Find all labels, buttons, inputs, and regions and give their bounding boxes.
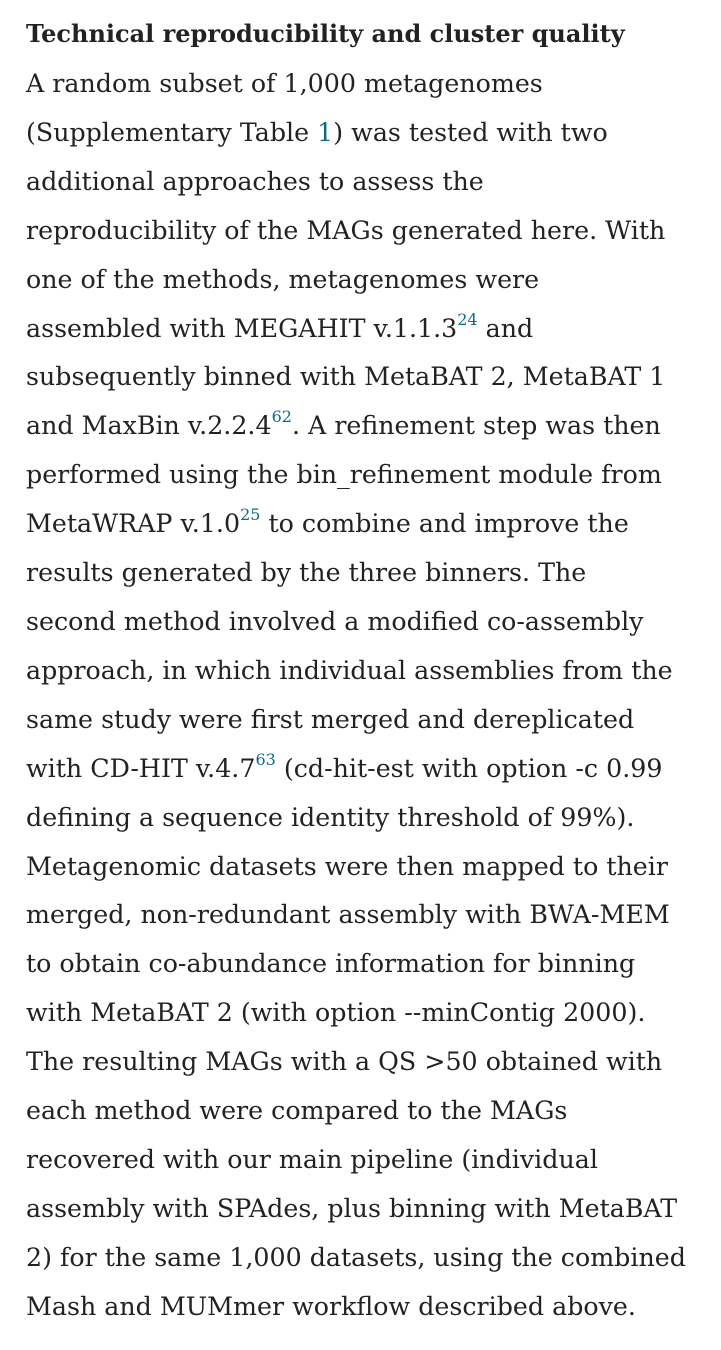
text-line bbox=[26, 794, 716, 843]
text-segment: reproducibility of the MAGs generated here. With bbox=[26, 215, 666, 245]
text-segment: one of the methods, metagenomes were bbox=[26, 264, 540, 294]
text-segment: to obtain co-abundance information for binning bbox=[26, 949, 636, 979]
citation-link[interactable]: 24 bbox=[457, 309, 478, 329]
text-segment: with MetaBAT 2 (with option --minContig 2000). bbox=[26, 998, 646, 1028]
text-segment: and bbox=[477, 313, 534, 343]
text-segment: assembly with SPAdes, plus binning with MetaBAT bbox=[26, 1193, 678, 1223]
text-line bbox=[26, 1234, 716, 1283]
text-line bbox=[26, 549, 716, 598]
text-segment: each method were compared to the MAGs bbox=[26, 1096, 568, 1126]
text-segment: Metagenomic datasets were then mapped to their bbox=[26, 851, 668, 881]
text-line bbox=[26, 353, 716, 402]
text-segment: performed using the bin_refinement module from bbox=[26, 460, 662, 490]
text-line bbox=[26, 891, 716, 940]
text-segment: to combine and improve the bbox=[260, 509, 629, 539]
text-line bbox=[26, 647, 716, 696]
text-segment: and MaxBin v.2.2.4 bbox=[26, 411, 272, 441]
text-line bbox=[26, 109, 716, 158]
supplementary-table-link[interactable]: 1 bbox=[317, 117, 334, 147]
text-line bbox=[26, 256, 716, 305]
text-line bbox=[26, 1038, 716, 1087]
text-segment: MetaWRAP v.1.0 bbox=[26, 509, 241, 539]
text-line bbox=[26, 843, 716, 892]
text-segment: The resulting MAGs with a QS >50 obtained with bbox=[26, 1047, 663, 1077]
text-segment: (Supplementary Table bbox=[26, 117, 318, 147]
text-segment: second method involved a modified co-assembly bbox=[26, 606, 644, 636]
text-segment: Mash and MUMmer workflow described above. bbox=[26, 1291, 636, 1321]
text-line bbox=[26, 207, 716, 256]
text-segment: merged, non-redundant assembly with BWA-MEM bbox=[26, 900, 670, 930]
text-line bbox=[26, 402, 716, 451]
text-segment: defining a sequence identity threshold of 99%). bbox=[26, 802, 635, 832]
section-heading: Technical reproducibility and cluster quality bbox=[26, 19, 625, 48]
text-line bbox=[26, 451, 716, 500]
text-line bbox=[26, 158, 716, 207]
text-segment: additional approaches to assess the bbox=[26, 166, 484, 196]
text-line bbox=[26, 1136, 716, 1185]
text-segment: 2) for the same 1,000 datasets, using the combined bbox=[26, 1242, 686, 1272]
text-line bbox=[26, 989, 716, 1038]
text-segment: same study were first merged and dereplicated bbox=[26, 704, 635, 734]
text-segment: with CD-HIT v.4.7 bbox=[26, 753, 256, 783]
citation-link[interactable]: 63 bbox=[255, 749, 276, 769]
citation-link[interactable]: 62 bbox=[271, 407, 292, 427]
text-segment: (cd-hit-est with option -c 0.99 bbox=[275, 753, 663, 783]
text-line bbox=[26, 940, 716, 989]
text-line bbox=[26, 745, 716, 794]
body-paragraph bbox=[26, 60, 716, 1332]
text-segment: results generated by the three binners. The bbox=[26, 558, 587, 588]
text-line bbox=[26, 60, 716, 109]
text-segment: assembled with MEGAHIT v.1.1.3 bbox=[26, 313, 458, 343]
article-section bbox=[26, 12, 716, 1332]
text-line bbox=[26, 1283, 716, 1332]
citation-link[interactable]: 25 bbox=[240, 505, 261, 525]
text-line bbox=[26, 598, 716, 647]
text-line bbox=[26, 305, 716, 354]
text-segment: . A refinement step was then bbox=[291, 411, 661, 441]
text-segment: A random subset of 1,000 metagenomes bbox=[26, 69, 543, 98]
text-line bbox=[26, 1185, 716, 1234]
text-line bbox=[26, 696, 716, 745]
text-line bbox=[26, 1087, 716, 1136]
text-line bbox=[26, 500, 716, 549]
text-segment: recovered with our main pipeline (individual bbox=[26, 1144, 598, 1174]
text-segment: subsequently binned with MetaBAT 2, MetaBAT 1 bbox=[26, 362, 666, 392]
text-segment: approach, in which individual assemblies from the bbox=[26, 655, 673, 685]
text-segment: ) was tested with two bbox=[333, 117, 608, 147]
